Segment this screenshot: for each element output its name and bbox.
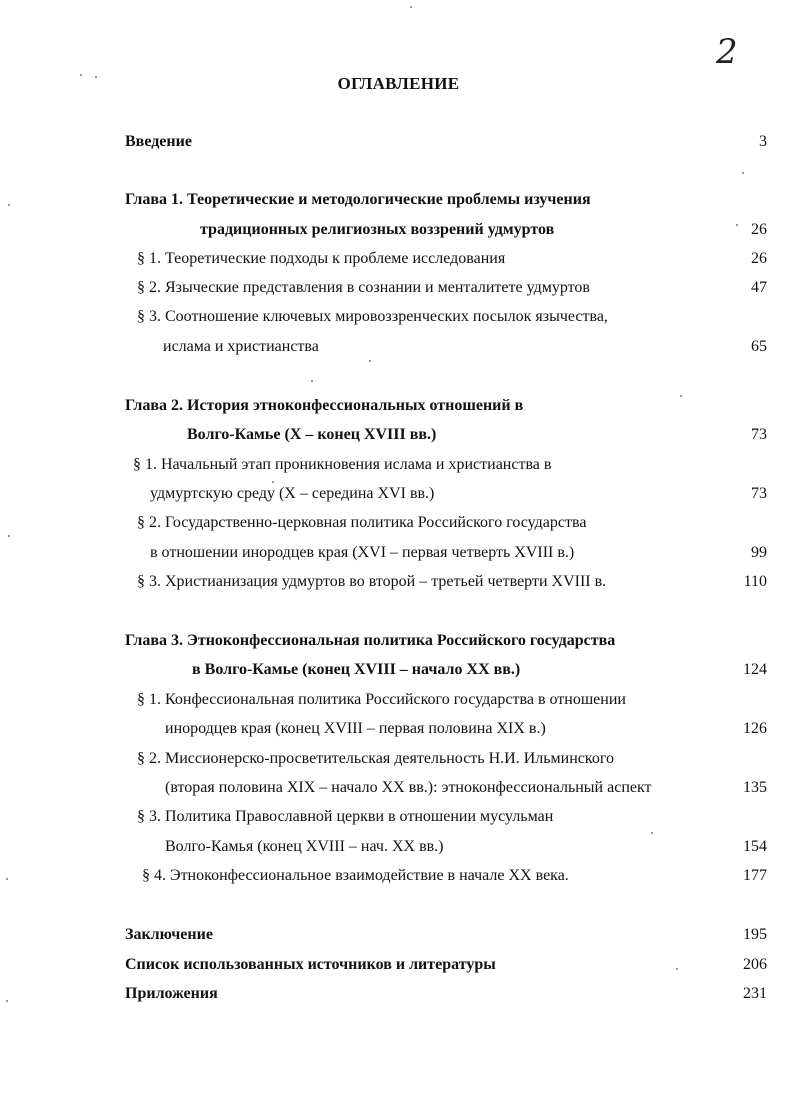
scan-speck	[80, 74, 82, 76]
scan-speck	[680, 395, 682, 397]
chapter-1-title-line1: Глава 1. Теоретические и методологические проблемы изучения	[125, 191, 591, 208]
toc-page-introduction: 3	[759, 133, 767, 150]
scan-speck	[95, 76, 97, 78]
chapter-1-section-3-page: 65	[751, 338, 767, 355]
chapter-3-section-1-line1: § 1. Конфессиональная политика Российского государства в отношении	[137, 691, 626, 708]
toc-entry-conclusion: Заключение	[125, 926, 213, 943]
chapter-1-page: 26	[751, 221, 767, 238]
chapter-3-section-3-line1: § 3. Политика Православной церкви в отношении мусульман	[137, 808, 554, 825]
chapter-2-section-1-page: 73	[751, 485, 767, 502]
chapter-1-section-2-page: 47	[751, 279, 767, 296]
chapter-3-page: 124	[743, 661, 767, 678]
scan-speck	[742, 172, 744, 174]
chapter-2-section-3-page: 110	[743, 573, 767, 590]
chapter-2-title-line2: Волго-Камье (X – конец XVIII вв.)	[187, 426, 437, 443]
chapter-3-title-line2: в Волго-Камье (конец XVIII – начало XX вв.)	[192, 661, 521, 678]
scan-speck	[6, 878, 8, 880]
chapter-3-title-line1: Глава 3. Этноконфессиональная политика Российского государства	[125, 632, 616, 649]
chapter-3-section-3-line2: Волго-Камья (конец XVIII – нач. XX вв.)	[165, 838, 444, 855]
chapter-1-section-3-line1: § 3. Соотношение ключевых мировоззренческих посылок язычества,	[137, 308, 608, 325]
scan-speck	[736, 224, 738, 226]
chapter-2-section-2-line2: в отношении инородцев края (XVI – первая четверть XVIII в.)	[150, 544, 575, 561]
toc-entry-sources: Список использованных источников и литературы	[125, 956, 496, 973]
scan-speck	[369, 360, 371, 362]
scan-speck	[8, 535, 10, 537]
chapter-3-section-1-page: 126	[743, 720, 767, 737]
chapter-2-section-1-line2: удмуртскую среду (X – середина XVI вв.)	[150, 485, 435, 502]
chapter-3-section-4-page: 177	[743, 867, 767, 884]
scan-speck	[651, 832, 653, 834]
scan-speck	[8, 204, 10, 206]
chapter-3-section-3-page: 154	[743, 838, 767, 855]
chapter-2-section-1-line1: § 1. Начальный этап проникновения ислама и христианства в	[133, 456, 552, 473]
chapter-3-section-4: § 4. Этноконфессиональное взаимодействие в начале XX века.	[142, 867, 569, 884]
chapter-2-section-2-line1: § 2. Государственно-церковная политика Российского государства	[137, 514, 587, 531]
scan-speck	[410, 6, 412, 8]
chapter-1-section-2: § 2. Языческие представления в сознании и менталитете удмуртов	[137, 279, 590, 296]
scan-speck	[6, 1000, 8, 1002]
toc-page-appendices: 231	[743, 985, 767, 1002]
chapter-3-section-2-line1: § 2. Миссионерско-просветительская деятельность Н.И. Ильминского	[137, 750, 615, 767]
scan-speck	[311, 380, 313, 382]
chapter-2-title-line1: Глава 2. История этноконфессиональных отношений в	[125, 397, 524, 414]
chapter-2-section-2-page: 99	[751, 544, 767, 561]
page-title: ОГЛАВЛЕНИЕ	[337, 74, 460, 93]
toc-entry-introduction: Введение	[125, 133, 192, 150]
toc-page-conclusion: 195	[743, 926, 767, 943]
chapter-1-section-1-page: 26	[751, 250, 767, 267]
handwritten-page-number: 2	[716, 32, 738, 72]
toc-entry-appendices: Приложения	[125, 985, 218, 1002]
chapter-3-section-2-line2: (вторая половина XIX – начало XX вв.): этноконфессиональный аспект	[165, 779, 652, 796]
chapter-1-section-3-line2: ислама и христианства	[163, 338, 319, 355]
chapter-2-page: 73	[751, 426, 767, 443]
chapter-1-section-1: § 1. Теоретические подходы к проблеме исследования	[137, 250, 506, 267]
scan-speck	[676, 968, 678, 970]
chapter-3-section-1-line2: инородцев края (конец XVIII – первая половина XIX в.)	[165, 720, 546, 737]
chapter-3-section-2-page: 135	[743, 779, 767, 796]
chapter-1-title-line2: традиционных религиозных воззрений удмуртов	[200, 221, 555, 238]
toc-page-sources: 206	[743, 956, 767, 973]
scan-speck	[272, 481, 274, 483]
chapter-2-section-3: § 3. Христианизация удмуртов во второй – третьей четверти XVIII в.	[137, 573, 607, 590]
